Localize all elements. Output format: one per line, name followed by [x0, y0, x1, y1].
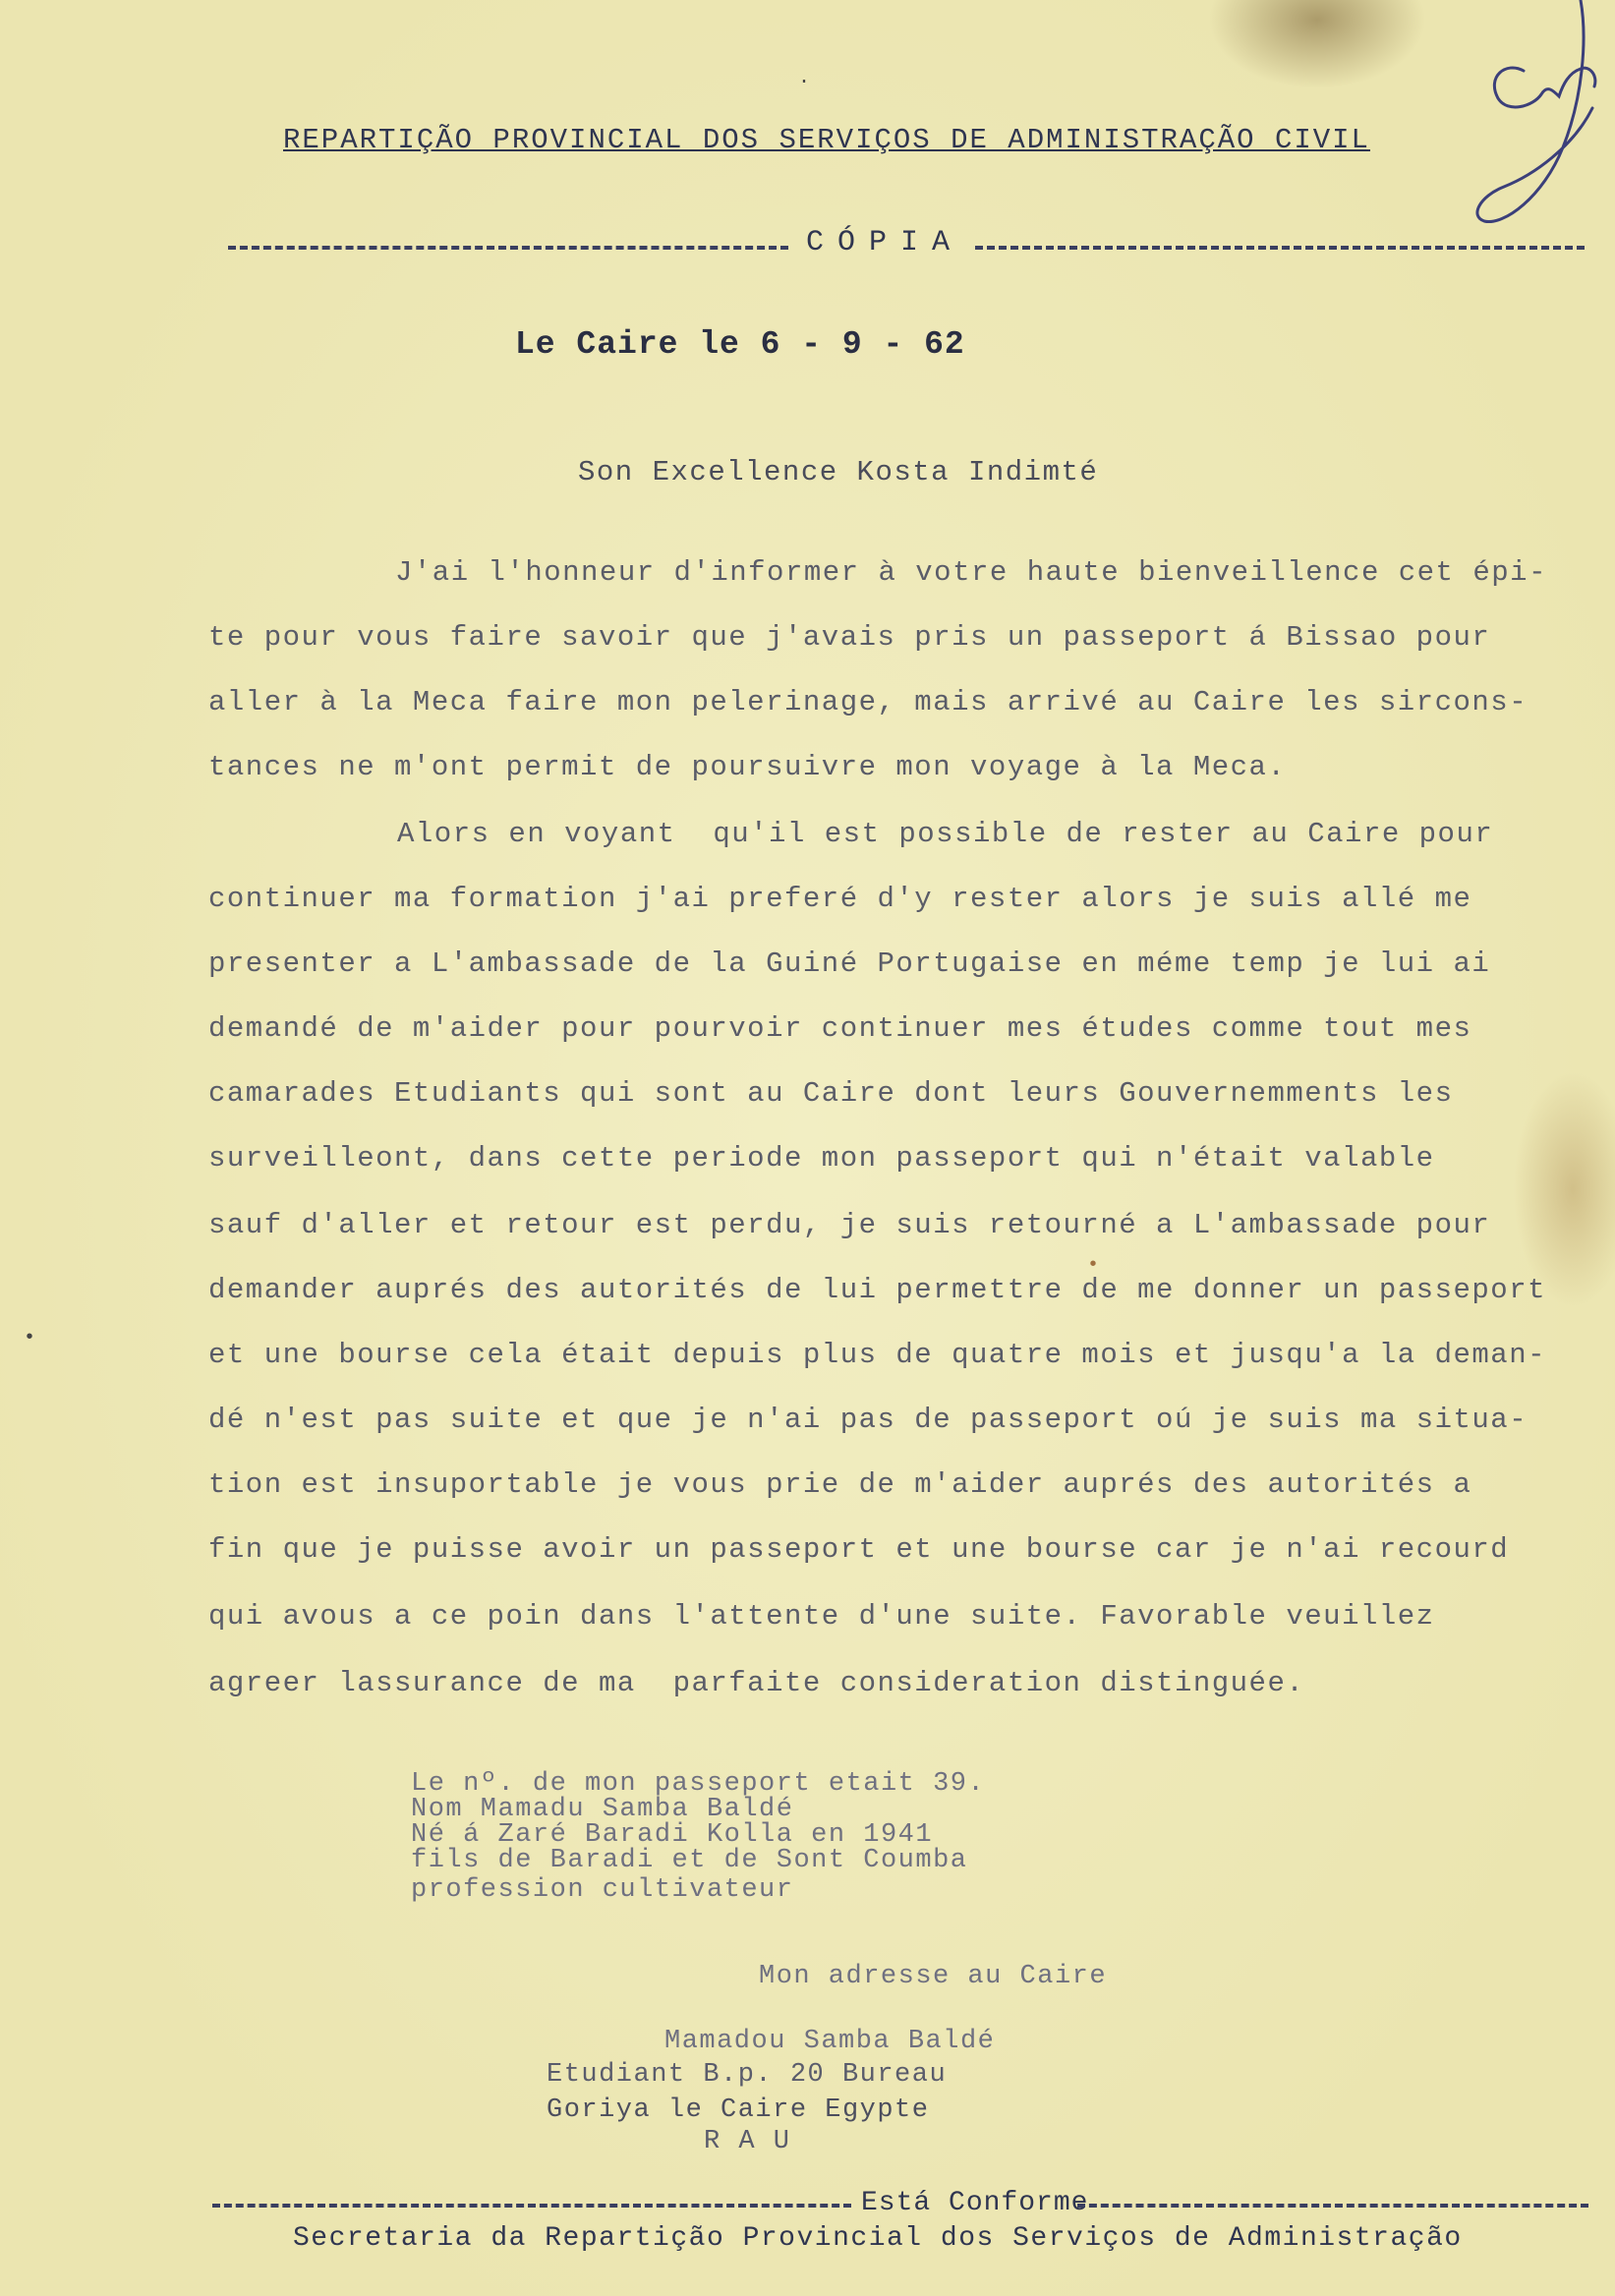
divider-dash-left: [228, 246, 788, 250]
body-line: qui avous a ce poin dans l'attente d'une suite. Favorable veuillez: [208, 1600, 1435, 1633]
body-line: Alors en voyant qu'il est possible de rester au Caire pour: [397, 818, 1494, 850]
info-line: profession cultivateur: [411, 1875, 794, 1905]
body-line: agreer lassurance de ma parfaite consideration distinguée.: [208, 1667, 1305, 1699]
body-line: fin que je puisse avoir un passeport et une bourse car je n'ai recourd: [208, 1533, 1510, 1566]
divider-dash-left: [212, 2204, 851, 2208]
info-line: fils de Baradi et de Sont Coumba: [411, 1846, 968, 1875]
body-line: presenter a L'ambassade de la Guiné Portugaise en méme temp je lui ai: [208, 947, 1491, 980]
body-line: tion est insuportable je vous prie de m'aider auprés des autorités a: [208, 1468, 1472, 1501]
esta-conforme-label: Está Conforme: [861, 2188, 1089, 2218]
body-line: aller à la Meca faire mon pelerinage, mais arrivé au Caire les sircons-: [208, 686, 1528, 718]
body-line: continuer ma formation j'ai preferé d'y rester alors je suis allé me: [208, 883, 1472, 915]
handwritten-signature-icon: [1415, 0, 1612, 236]
ink-mark-icon: ·: [798, 71, 811, 93]
divider-dash-right: [1077, 2204, 1588, 2208]
address-line: Goriya le Caire Egypte: [547, 2095, 930, 2125]
address-line: Mamadou Samba Baldé: [664, 2027, 996, 2056]
esta-conforme-divider: [212, 2188, 1588, 2217]
address-title: Mon adresse au Caire: [759, 1962, 1108, 1991]
copia-divider: [228, 226, 1585, 265]
body-line: te pour vous faire savoir que j'avais pris un passeport á Bissao pour: [208, 621, 1491, 654]
body-line: demandé de m'aider pour pourvoir continuer mes études comme tout mes: [208, 1012, 1472, 1045]
document-header: REPARTIÇÃO PROVINCIAL DOS SERVIÇOS DE ADMINISTRAÇÃO CIVIL: [283, 124, 1370, 156]
ink-mark-icon: •: [1087, 1254, 1100, 1277]
divider-dash-right: [975, 246, 1585, 250]
body-line: demander auprés des autorités de lui permettre de me donner un passeport: [208, 1274, 1547, 1306]
info-line: Le nº. de mon passeport etait 39.: [411, 1769, 986, 1799]
ink-mark-icon: •: [24, 1327, 36, 1349]
body-line: surveilleont, dans cette periode mon passeport qui n'était valable: [208, 1142, 1435, 1175]
body-line: dé n'est pas suite et que je n'ai pas de passeport oú je suis ma situa-: [208, 1404, 1528, 1436]
salutation: Son Excellence Kosta Indimté: [578, 456, 1099, 488]
copia-label: CÓPIA: [806, 226, 964, 259]
address-line: R A U: [704, 2127, 791, 2156]
body-line: et une bourse cela était depuis plus de quatre mois et jusqu'a la deman-: [208, 1339, 1547, 1371]
letter-date: Le Caire le 6 - 9 - 62: [515, 326, 965, 363]
info-line: Né á Zaré Baradi Kolla en 1941: [411, 1820, 934, 1850]
body-line: tances ne m'ont permit de poursuivre mon voyage à la Meca.: [208, 751, 1287, 783]
body-line: camarades Etudiants qui sont au Caire dont leurs Gouvernemments les: [208, 1077, 1454, 1110]
info-line: Nom Mamadu Samba Baldé: [411, 1795, 794, 1824]
body-line: J'ai l'honneur d'informer à votre haute bienveillence cet épi-: [395, 556, 1547, 589]
footer-secretaria: Secretaria da Repartição Provincial dos Serviços de Administração: [293, 2223, 1463, 2254]
address-line: Etudiant B.p. 20 Bureau: [547, 2060, 948, 2090]
body-line: sauf d'aller et retour est perdu, je suis retourné a L'ambassade pour: [208, 1209, 1491, 1241]
